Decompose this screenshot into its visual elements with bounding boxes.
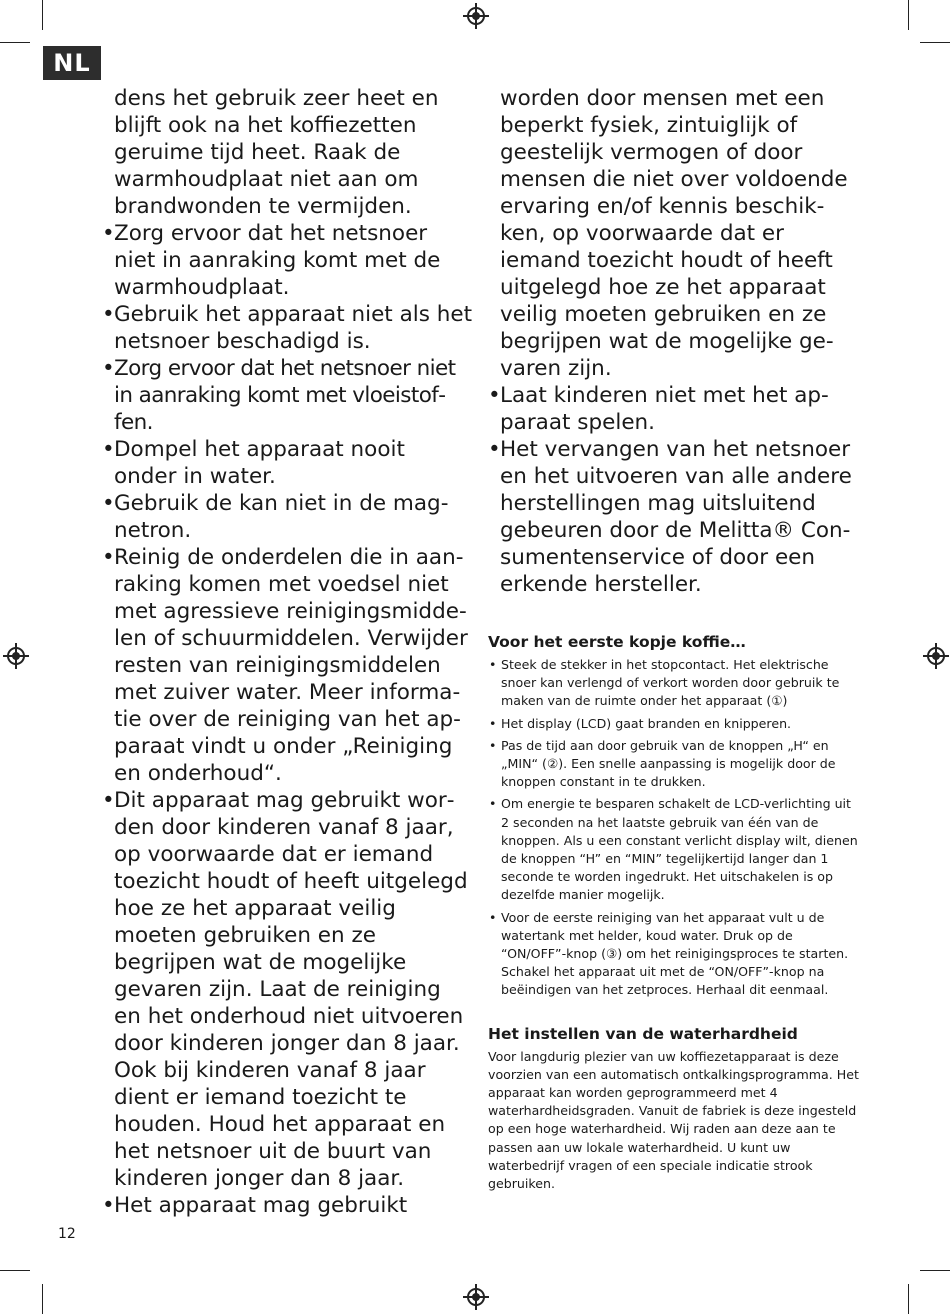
left-bullet: • Gebruik de kan niet in de magnetron. — [102, 491, 449, 543]
right-bullet: • Het vervangen van het netsnoer en het uitvoeren van alle andere herstellingen mag uitsluitend gebeuren door de Melitta® Consumentenservice of door een erkende hersteller. — [488, 437, 852, 597]
section-heading-first-coffee: Voor het eerste kopje koffie… — [488, 633, 746, 651]
left-bullet: • Dompel het apparaat nooit onder in water. — [102, 437, 405, 489]
right-bullet: • Laat kinderen niet met het apparaat spelen. — [488, 383, 829, 435]
crop-mark-top-left-horizontal — [0, 42, 30, 43]
registration-mark-right-icon — [927, 647, 945, 665]
registration-mark-bottom-icon — [467, 1288, 485, 1306]
crop-mark-top-left-vertical — [42, 0, 43, 30]
left-intro-text: dens het gebruik zeer heet en blijft ook na het koffiezetten geruime tijd heet. Raak de warmhoudplaat niet aan om brandwonden te vermijden. — [114, 86, 439, 219]
language-tab: NL — [43, 46, 101, 80]
left-bullet: • Zorg ervoor dat het netsnoer niet in aanraking komt met de warmhoudplaat. — [102, 221, 441, 300]
registration-mark-left-icon — [7, 647, 25, 665]
right-column — [488, 85, 860, 1193]
water-hardness-text: Voor langdurig plezier van uw koffiezetapparaat is deze voorzien van een automatisch ontkalkingsprogramma. Het apparaat kan worden geprogrammeerd met 4 waterhardheidsgraden. Vanuit de fabriek is deze ingesteld op een hoge waterhardheid. Wij raden aan deze aan te passen aan uw lokale waterhardheid. U kunt uw waterbedrijf vragen of een speciale indicatie strook gebruiken. — [488, 1048, 859, 1192]
list-item: • Pas de tijd aan door gebruik van de knoppen „H“ en „MIN“ (②). Een snelle aanpassing is mogelijk door de knoppen constant in te drukken. — [489, 737, 836, 790]
crop-mark-top-right-vertical — [908, 0, 909, 30]
crop-mark-bottom-left-horizontal — [0, 1270, 30, 1271]
list-item: • Voor de eerste reiniging van het apparaat vult u de watertank met helder, koud water. Druk op de “ON/OFF”-knop (③) om het reinigingsproces te starten. Schakel het apparaat uit met de “ON/OFF”-knop na beëindigen van het zetproces. Herhaal dit eenmaal. — [489, 909, 849, 998]
left-bullet: • Zorg ervoor dat het netsnoer niet in aanraking komt met vloeistoffen. — [102, 356, 456, 435]
crop-mark-bottom-right-horizontal — [920, 1270, 950, 1271]
list-item: • Steek de stekker in het stopcontact. Het elektrische snoer kan verlengd of verkort worden door gebruik te maken van de ruimte onder het apparaat (①) — [489, 657, 840, 709]
left-bullet: • Dit apparaat mag gebruikt worden door kinderen vanaf 8 jaar, op voorwaarde dat er iemand toezicht houdt of heeft uitgelegd hoe ze het apparaat veilig moeten gebruiken en ze begrijpen wat de mogelijke gevaren zijn. Laat de reiniging en het onderhoud niet uitvoeren door kinderen jonger dan 8 jaar. Ook bij kinderen vanaf 8 jaar dient er iemand toezicht te houden. Houd het apparaat en het netsnoer uit de buurt van kinderen jonger dan 8 jaar. — [102, 788, 468, 1191]
left-column — [102, 85, 474, 1219]
left-bullet: • Het apparaat mag gebruikt — [102, 1193, 408, 1218]
page-number: 12 — [58, 1226, 76, 1242]
registration-mark-top-icon — [467, 7, 485, 25]
left-bullet: • Gebruik het apparaat niet als het netsnoer beschadigd is. — [102, 302, 473, 354]
crop-mark-bottom-left-vertical — [42, 1284, 43, 1314]
crop-mark-top-right-horizontal — [920, 42, 950, 43]
list-item: • Om energie te besparen schakelt de LCD-verlichting uit 2 seconden na het laatste gebruik van één van de knoppen. Als u een constant verlicht display wilt, dienen de knoppen “H” en “MIN” tegelijkertijd langer dan 1 seconde te worden ingedrukt. Het uitschakelen is op dezelfde manier mogelijk. — [489, 796, 858, 903]
section-heading-water-hardness: Het instellen van de waterhardheid — [488, 1024, 798, 1043]
left-bullet: • Reinig de onderdelen die in aanraking komen met voedsel niet met agressieve reinigingsmiddelen of schuurmiddelen. Verwijder resten van reinigingsmiddelen met zuiver water. Meer informatie over de reiniging van het apparaat vindt u onder „Reiniging en onderhoud“. — [102, 545, 468, 786]
crop-mark-bottom-right-vertical — [908, 1284, 909, 1314]
right-intro-text: worden door mensen met een beperkt fysiek, zintuiglijk of geestelijk vermogen of door mensen die niet over voldoende ervaring en/of kennis beschikken, op voorwaarde dat er iemand toezicht houdt of heeft uitgelegd hoe ze het apparaat veilig moeten gebruiken en ze begrijpen wat de mogelijke gevaren zijn. — [500, 86, 848, 381]
first-coffee-list — [488, 656, 860, 1000]
list-item: • Het display (LCD) gaat branden en knipperen. — [489, 715, 792, 731]
